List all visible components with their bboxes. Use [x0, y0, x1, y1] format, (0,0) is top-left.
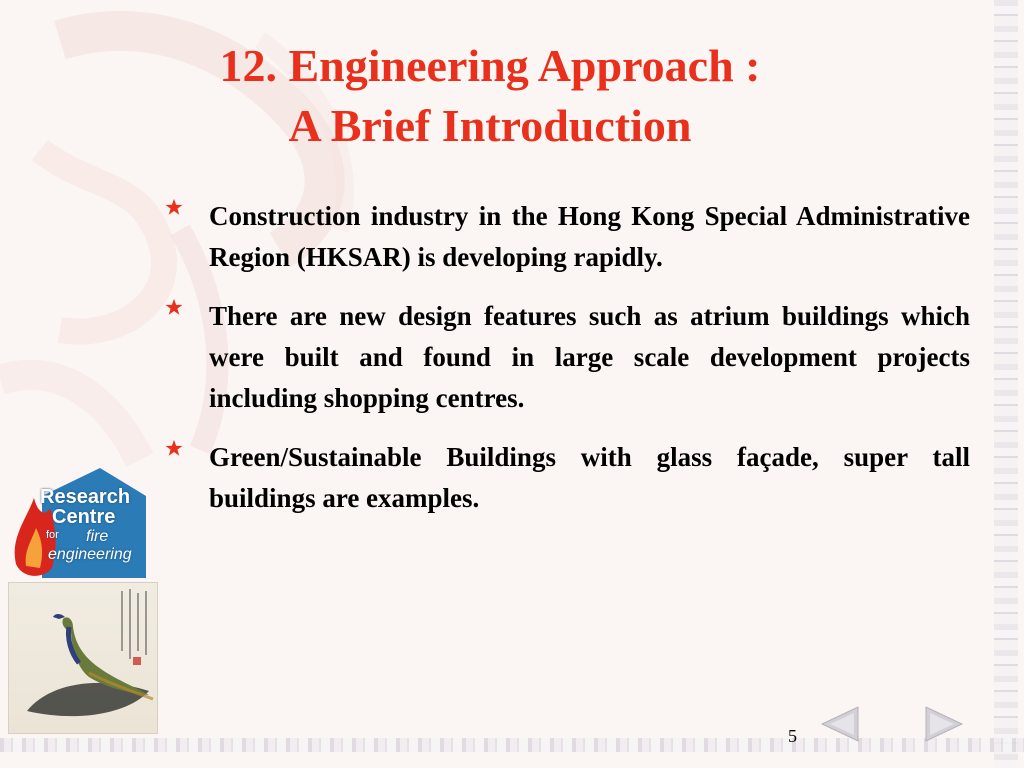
triangle-left-icon [818, 705, 862, 743]
bullet-text: Construction industry in the Hong Kong Special Administrative Region (HKSAR) is developing rapidly. [209, 201, 970, 272]
slide-title [100, 36, 880, 156]
triangle-right-icon [922, 705, 966, 743]
page-number: 5 [788, 726, 797, 746]
bottom-decorative-strip [0, 738, 1024, 752]
star-bullet-icon [165, 198, 183, 216]
peacock-painting-image [8, 582, 158, 734]
logo-text-for: for [46, 529, 59, 541]
logo-text-research: Research [40, 486, 131, 508]
bullet-text: Green/Sustainable Buildings with glass façade, super tall buildings are examples. [209, 442, 970, 513]
bullet-text: There are new design features such as atrium buildings which were built and found in large scale development projects including shopping centres. [209, 301, 970, 413]
research-centre-logo [12, 468, 146, 578]
right-decorative-strip [994, 0, 1018, 768]
star-bullet-icon [165, 298, 183, 316]
next-slide-button[interactable] [922, 705, 966, 743]
logo-text-engineering: engineering [48, 546, 132, 563]
bullet-item [165, 437, 970, 519]
slide-title-line-1: 12. Engineering Approach : [219, 40, 761, 91]
bullet-list [165, 196, 970, 537]
logo-text-centre: Centre [52, 506, 116, 528]
star-bullet-icon [165, 439, 183, 457]
previous-slide-button[interactable] [818, 705, 862, 743]
logo-text-fire: fire [86, 528, 109, 545]
slide-title-line-2: A Brief Introduction [288, 100, 692, 151]
bullet-item [165, 196, 970, 278]
bullet-item [165, 296, 970, 419]
